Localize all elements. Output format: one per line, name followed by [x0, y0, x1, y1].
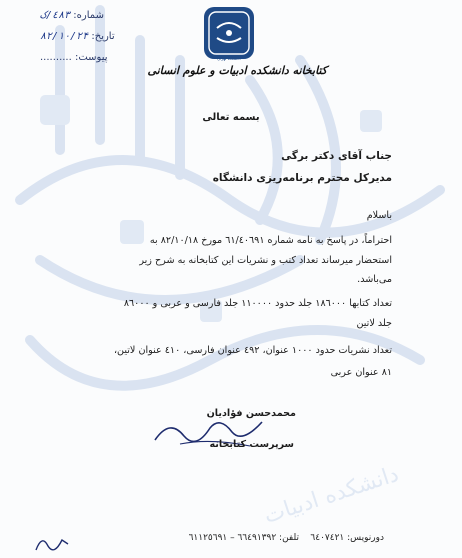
footer-contact: دورنویس: ٦٤۰٧٤٢١ تلفن: ٦٦٤٩١٣٩٢ – ٦١١٢٥٦٩١ — [188, 533, 384, 543]
body-line-2: استحضار میرساند تعداد کتب و نشریات این کتابخانه به شرح زیر — [139, 255, 392, 266]
library-name: کتابخانه دانشکده ادبیات و علوم انسانی — [147, 64, 327, 77]
books-line-1: تعداد کتابها ۱۸٦۰۰۰ جلد حدود ۱۱۰۰۰۰ جلد فارسی و عربی و ۸٦۰۰۰ — [123, 298, 392, 309]
meta-date: تاریخ: ۸۲/۱۰/۲۴ — [40, 31, 115, 42]
books-line-2: جلد لاتین — [356, 318, 392, 329]
fax-number: ٦٤۰٧٤٢١ — [310, 533, 345, 543]
watermark-text: دانشکده ادبیات — [261, 461, 402, 529]
body-line-1: احتراماً، در پاسخ به نامه شماره ٦١/٤٠٦٩١ مورخ ۸۲/۱۰/۱۸ به — [149, 235, 392, 246]
salutation: باسلام — [366, 210, 392, 221]
logo-caption: دانشگاه تهران — [217, 56, 241, 61]
signatory-title: سرپرست کتابخانه — [209, 439, 294, 450]
opening-line: بسمه تعالی — [202, 112, 260, 123]
recipient-name: جناب آقای دکتر برگی — [281, 150, 392, 162]
meta-attachment: پیوست: .......... — [40, 52, 108, 63]
meta-number: شماره: ٤٨٣/ک — [40, 10, 104, 21]
date-value: ۸۲/۱۰/۲۴ — [40, 31, 89, 42]
journals-line-1: تعداد نشریات حدود ۱۰۰۰ عنوان، ٤٩٢ عنوان فارسی، ٤١۰ عنوان لاتین، — [113, 345, 392, 356]
number-value: ٤٨٣/ک — [40, 10, 71, 21]
recipient-title: مدیرکل محترم برنامه‌ریزی دانشگاه — [212, 172, 392, 184]
body-line-3: می‌باشد. — [357, 274, 392, 285]
journals-line-2: ۸۱ عنوان عربی — [330, 367, 392, 378]
phone-numbers: ٦٦٤٩١٣٩٢ – ٦١١٢٥٦٩١ — [188, 533, 277, 543]
bottom-left-initials — [32, 530, 72, 556]
signatory-name: محمدحسن فؤادیان — [206, 408, 296, 419]
